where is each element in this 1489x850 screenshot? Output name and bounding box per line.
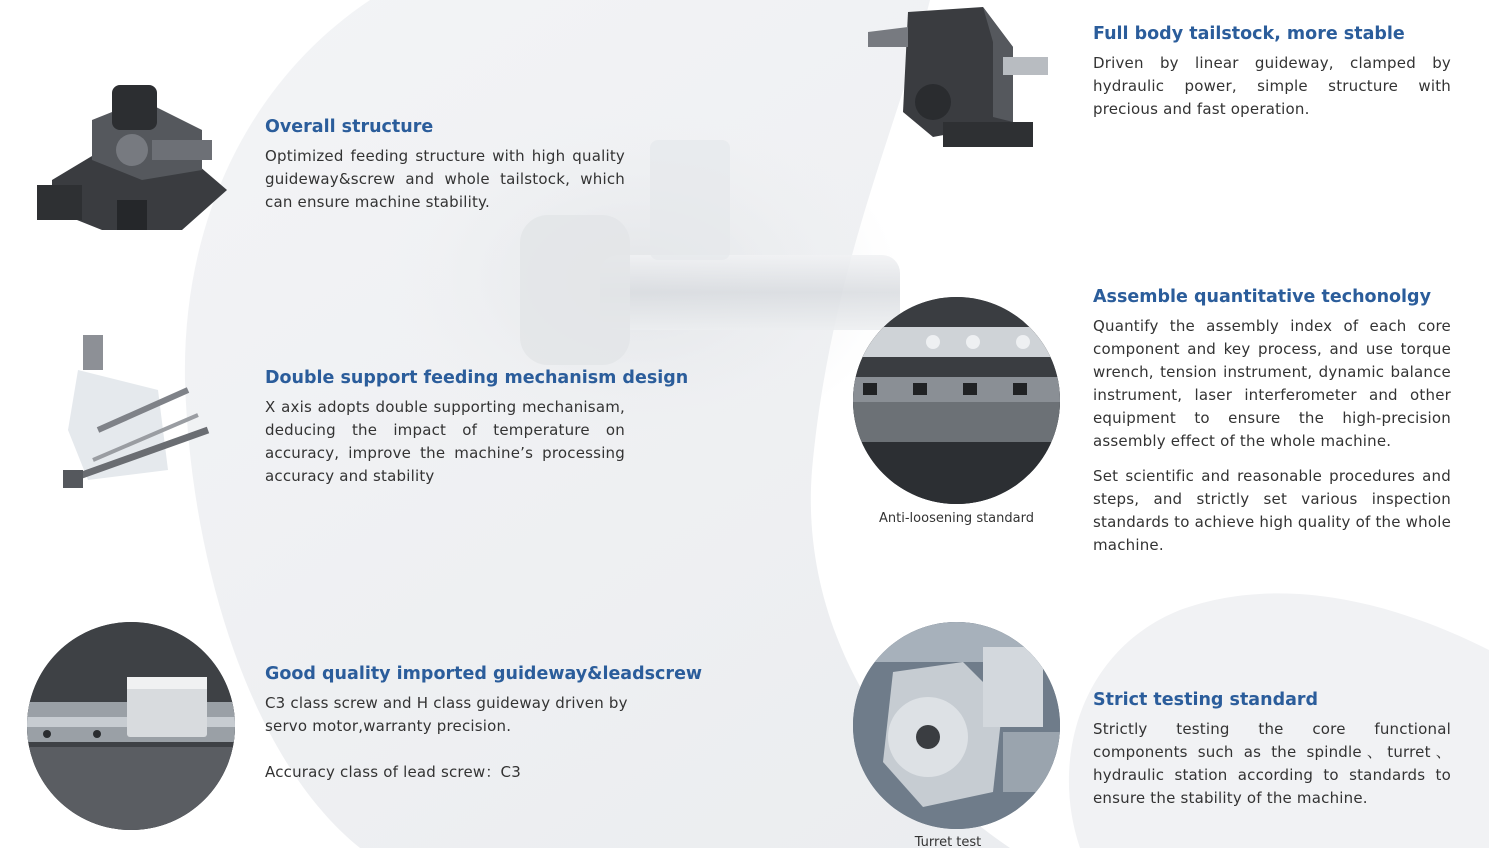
testing-title: Strict testing standard: [1093, 690, 1319, 710]
guideway-text-1: C3 class screw and H class guideway driven by servo motor,warranty precision.: [265, 694, 628, 735]
turret-test-photo: [853, 622, 1060, 829]
assemble-title: Assemble quantitative techonolgy: [1093, 287, 1431, 307]
anti-loosening-photo: [853, 297, 1060, 504]
assemble-text-2: Set scientific and reasonable procedures and steps, and strictly set various inspection standards to achieve high quality of the whole machine.: [1093, 467, 1451, 554]
tailstock-text: Driven by linear guideway, clamped by hydraulic power, simple structure with precious and fast operation.: [1093, 54, 1451, 118]
turret-test-caption: Turret test: [914, 835, 982, 850]
guideway-photo: [27, 622, 235, 830]
tailstock-title: Full body tailstock, more stable: [1093, 24, 1405, 44]
tailstock-image: [863, 2, 1053, 160]
overall-structure-title: Overall structure: [265, 117, 434, 137]
double-support-mechanism-image: [38, 330, 218, 510]
double-support-title: Double support feeding mechanism design: [265, 368, 689, 388]
guideway-title: Good quality imported guideway&leadscrew: [265, 664, 703, 684]
anti-loosening-caption: Anti-loosening standard: [879, 511, 1034, 526]
overall-structure-machine-image: [32, 80, 232, 245]
double-support-text: X axis adopts double supporting mechanisam, deducing the impact of temperature on accuracy, improve the machine’s processing accuracy and stability: [265, 398, 625, 485]
guideway-text-2: Accuracy class of lead screw：C3: [265, 763, 521, 781]
overall-structure-text: Optimized feeding structure with high quality guideway&screw and whole tailstock, which can ensure machine stability.: [265, 147, 625, 211]
assemble-text-1: Quantify the assembly index of each core component and key process, and use torque wrench, tension instrument, dynamic balance instrument, laser interferometer and other equipment to ensure the high-precision assembly effect of the whole machine.: [1093, 317, 1451, 450]
testing-text: Strictly testing the core functional components such as the spindle、turret、hydraulic station according to standards to ensure the stability of the machine.: [1093, 720, 1451, 807]
